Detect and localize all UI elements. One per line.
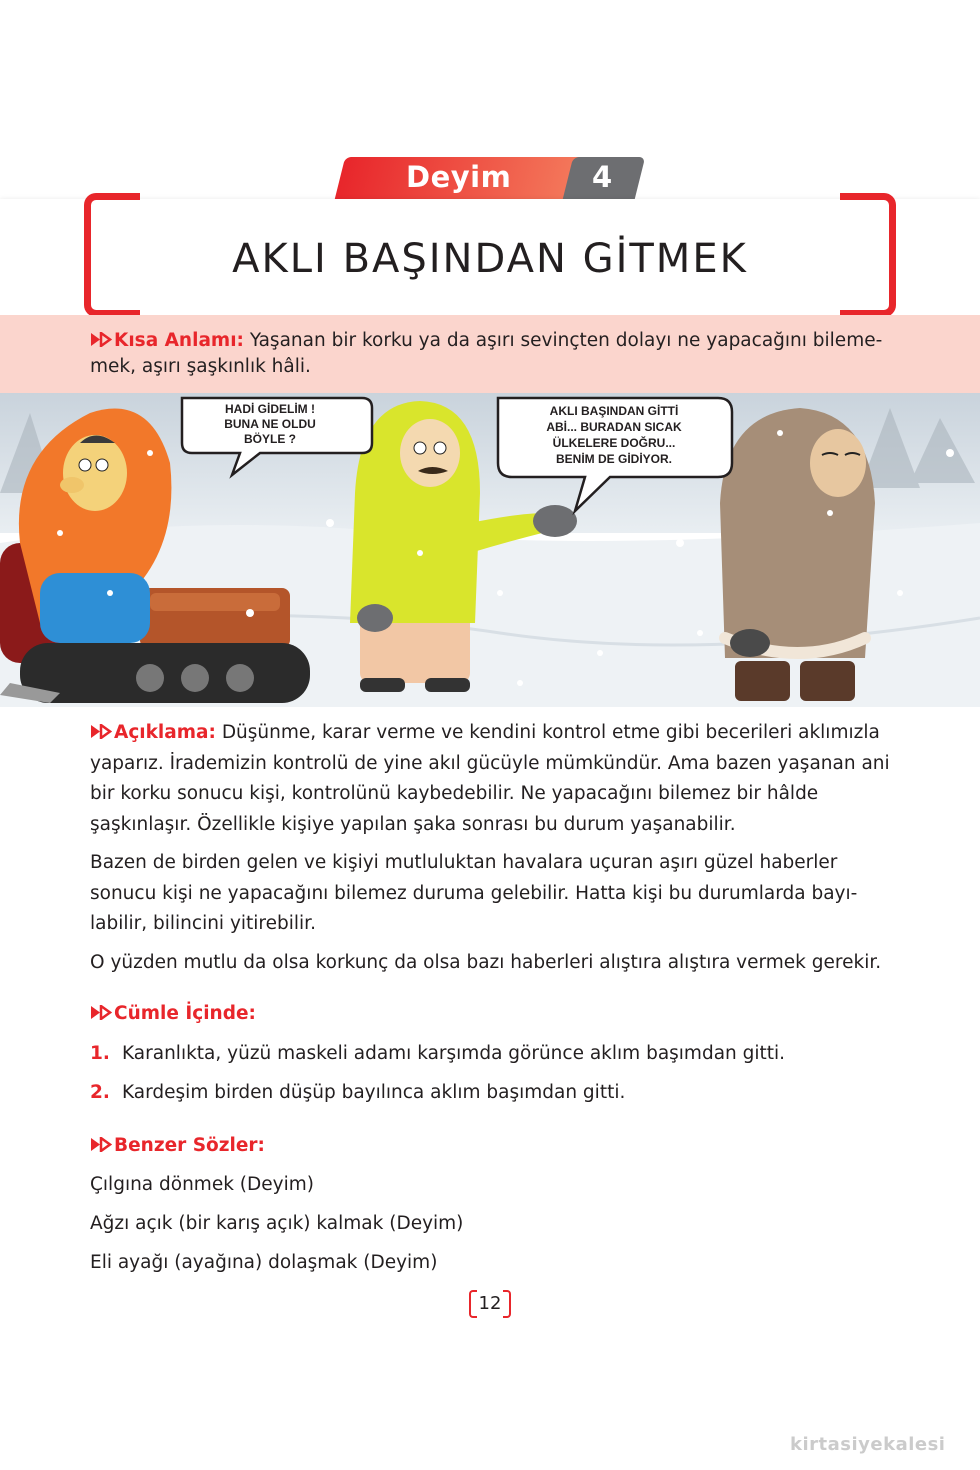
comic-illustration [0,393,980,707]
similar-item: Ağzı açık (bir karış açık) kalmak (Deyim) [90,1213,464,1234]
explanation-text-1: Düşünme, karar verme ve kendini kontrol etme gibi becerileri aklımızla yaparız. İrademizin kontrolü de yine akıl gücüyle mümkündür. Ama bazen yaşanan ani bir korku sonucu kişi, kontrolünü kaybedebilir. Ne yapacağını bilemez bir hâlde şaşkınlaşır. Özellikle kişiye yapılan şaka sonrası bu durum yaşanabilir. [90,722,890,835]
similar-label: Benzer Sözler: [114,1135,265,1156]
short-meaning-label: Kısa Anlamı: [114,330,244,351]
watermark: kirtasiyekalesi [790,1434,946,1455]
page-title: AKLI BAŞINDAN GİTMEK [232,236,748,282]
brown-coat-person [720,408,875,701]
bubble-1-line-1: HADİ GİDELİM ! [225,402,315,416]
double-arrow-icon [90,332,112,347]
list-item-text: Karanlıkta, yüzü maskeli adamı karşımda görünce aklım başımdan gitti. [122,1043,786,1064]
bubble-2-line-2: ABİ... BURADAN SICAK [546,420,682,434]
bubble-2-line-1: AKLI BAŞINDAN GİTTİ [549,404,679,418]
bubble-2-line-4: BENİM DE GİDİYOR. [555,452,673,466]
similar-item: Çılgına dönmek (Deyim) [90,1174,314,1195]
list-item-number: 1. [90,1043,110,1064]
section-tab [340,157,640,199]
list-item [90,1079,900,1107]
sentences-label: Cümle İçinde: [114,1003,256,1024]
left-bracket [84,193,140,317]
tab-number: 4 [592,160,613,194]
similar-item: Eli ayağı (ayağına) dolaşmak (Deyim) [90,1252,438,1273]
similar-heading [90,1135,265,1156]
bubble-2-line-3: ÜLKELERE DOĞRU... [552,436,676,450]
bubble-1-line-3: BÖYLE ? [243,432,297,446]
page-number: 12 [478,1293,502,1314]
short-meaning-text: Yaşanan bir korku ya da aşırı sevinçten dolayı ne yapacağını bileme-mek, aşırı şaşkınlık hâli. [90,330,883,377]
sentences-heading [90,1003,256,1024]
list-item [90,1040,900,1068]
explanation-label: Açıklama: [114,722,216,743]
bubble-1-line-2: BUNA NE OLDU [224,417,316,431]
list-item-text: Kardeşim birden düşüp bayılınca aklım başımdan gitti. [122,1082,626,1103]
explanation-paragraph-1 [90,718,900,840]
explanation-paragraph-3: O yüzden mutlu da olsa korkunç da olsa bazı haberleri alıştıra alıştıra vermek gerekir. [90,952,882,973]
explanation-paragraph-2: Bazen de birden gelen ve kişiyi mutluluktan havalara uçuran aşırı güzel haberler sonucu kişi ne yapacağını bilemez duruma gelebilir. Hatta kişi bu durumlarda bayı-labilir, bilincini yitirebilir. [90,852,858,934]
right-bracket [840,193,896,317]
double-arrow-icon [90,1137,112,1152]
double-arrow-icon [90,724,112,739]
double-arrow-icon [90,1005,112,1020]
list-item-number: 2. [90,1082,110,1103]
tab-label: Deyim [406,160,512,194]
short-meaning [90,328,890,380]
